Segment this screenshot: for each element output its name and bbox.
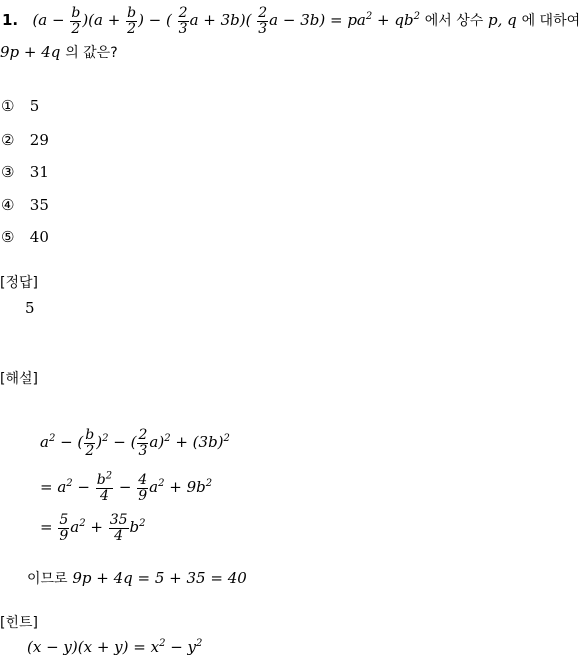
option-mark: ⑤	[1, 228, 15, 246]
hint-label: [힌트]	[0, 615, 38, 631]
option-mark: ①	[1, 97, 15, 115]
answer-value: 5	[25, 299, 35, 317]
explanation-line-1: $a^2$ − ( $\frac{b}{2}$ )$^2$ − ( $\frac{2}{3}$ $a)^2 + (3b)^2$	[40, 427, 230, 459]
option-value: 29	[29, 131, 49, 149]
question-number: 1.	[2, 11, 19, 30]
answer-label: [정답]	[0, 275, 38, 291]
option-3[interactable]	[1, 163, 49, 181]
option-mark: ④	[1, 196, 15, 214]
question-line-2	[0, 42, 118, 62]
question-target-expression: 9p + 4q	[0, 43, 61, 61]
question-text: 에서 상수	[424, 13, 484, 30]
question-rhs: = $pa^2 + qb^2$	[329, 11, 420, 30]
conclusion-expression: 9p + 4q = 5 + 35 = 40	[72, 569, 247, 587]
question-expression: (a − $\frac{b}{2}$ )(a + $\frac{b}{2}$ ) − ( $\frac{2}{3}$ a + 3b)( $\frac{2}{3}$ a − 3b)	[22, 5, 330, 37]
explanation-line-2: = $a^2$ − $\frac{b^2}{4}$ − $\frac{4}{9}$ $a^2 + 9b^2$	[40, 470, 213, 504]
option-value: 35	[29, 196, 49, 214]
option-value: 31	[29, 163, 49, 181]
explanation-line-3: = $\frac{5}{9}$ $a^2$ + $\frac{35}{4}$ $b^2$	[40, 512, 146, 544]
question-text-2: 에 대하여	[521, 13, 580, 30]
conclusion-text: 이므로	[27, 571, 68, 587]
option-4[interactable]	[1, 196, 49, 214]
explanation-label: [해설]	[0, 371, 38, 387]
hint-expression: $(x - y)(x + y) = x^2 - y^2$	[27, 638, 203, 656]
option-mark: ③	[1, 163, 15, 181]
explanation-conclusion	[27, 568, 247, 588]
option-value: 5	[29, 97, 40, 115]
question-target-text: 의 값은?	[65, 45, 118, 61]
option-2[interactable]	[1, 131, 49, 149]
option-1[interactable]	[1, 97, 39, 115]
option-mark: ②	[1, 131, 15, 149]
option-5[interactable]	[1, 228, 49, 246]
question-vars: p, q	[488, 11, 517, 30]
question-line-1	[2, 6, 580, 36]
option-value: 40	[29, 228, 49, 246]
